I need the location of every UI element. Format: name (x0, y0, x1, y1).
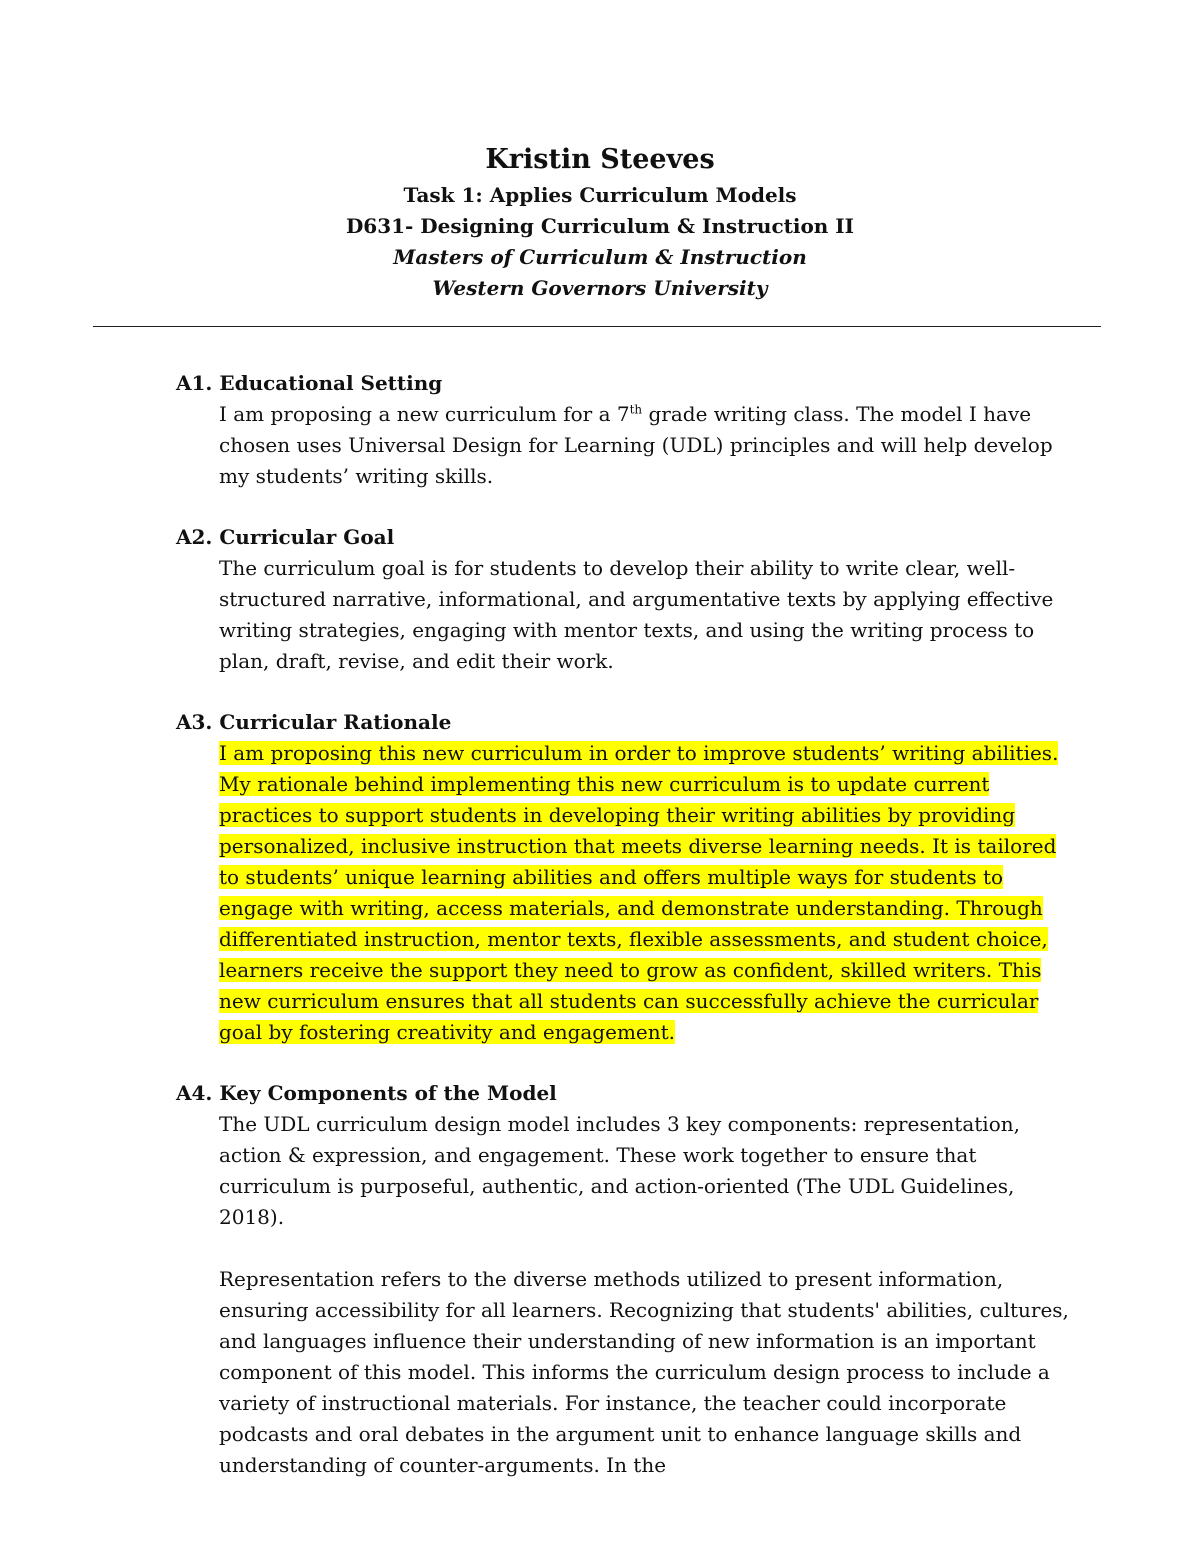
section-a3 (0, 707, 1200, 1048)
section-a1 (0, 368, 1200, 492)
highlighted-text: I am proposing this new curriculum in order to improve students’ writing abilities. My rationale behind implementing this new curriculum is to update current practices to support students in developing their writing abilities by providing personalized, inclusive instruction that meets diverse learning needs. It is tailored to students’ unique learning abilities and offers multiple ways for students to engage with writing, access materials, and demonstrate understanding. Through differentiated instruction, mentor texts, flexible assessments, and student choice, learners receive the support they need to grow as confident, skilled writers. This new curriculum ensures that all students can successfully achieve the curricular goal by fostering creativity and engagement. (219, 741, 1059, 1044)
program-name: Masters of Curriculum & Instruction (393, 245, 807, 269)
paragraph-text: I am proposing a new curriculum for a 7 (219, 402, 630, 426)
section-paragraph (219, 399, 1069, 492)
section-paragraph (219, 738, 1069, 1048)
paragraph-text: grade writing class. The model I have chosen uses Universal Design for Learning (UDL) principles and will help develop my students’ writing skills. (219, 402, 1053, 488)
section-heading: A1. Educational Setting (176, 371, 443, 395)
section-a4 (0, 1078, 1200, 1481)
section-heading: A4. Key Components of the Model (176, 1081, 557, 1105)
section-paragraph: Representation refers to the diverse methods utilized to present information, ensuring accessibility for all learners. Recognizing that students' abilities, cultures, and languages influence their understanding of new information is an important component of this model. This informs the curriculum design process to include a variety of instructional materials. For instance, the teacher could incorporate podcasts and oral debates in the argument unit to enhance language skills and understanding of counter-arguments. In the (219, 1267, 1069, 1477)
university-name: Western Governors University (432, 276, 768, 300)
title-block (0, 140, 1200, 304)
course-title: D631- Designing Curriculum & Instruction II (345, 214, 855, 238)
section-paragraph: The curriculum goal is for students to develop their ability to write clear, well-structured narrative, informational, and argumentative texts by applying effective writing strategies, engaging with mentor texts, and using the writing process to plan, draft, revise, and edit their work. (219, 556, 1054, 673)
section-a2 (0, 522, 1200, 677)
author-name: Kristin Steeves (485, 144, 715, 175)
horizontal-divider (93, 326, 1101, 327)
task-title: Task 1: Applies Curriculum Models (403, 183, 797, 207)
section-heading: A3. Curricular Rationale (176, 710, 452, 734)
document-body (0, 368, 1200, 1511)
section-heading: A2. Curricular Goal (176, 525, 395, 549)
ordinal-superscript: th (629, 402, 643, 417)
section-paragraph: The UDL curriculum design model includes 3 key components: representation, action & expression, and engagement. These work together to ensure that curriculum is purposeful, authentic, and action-oriented (The UDL Guidelines, 2018). (219, 1112, 1020, 1229)
